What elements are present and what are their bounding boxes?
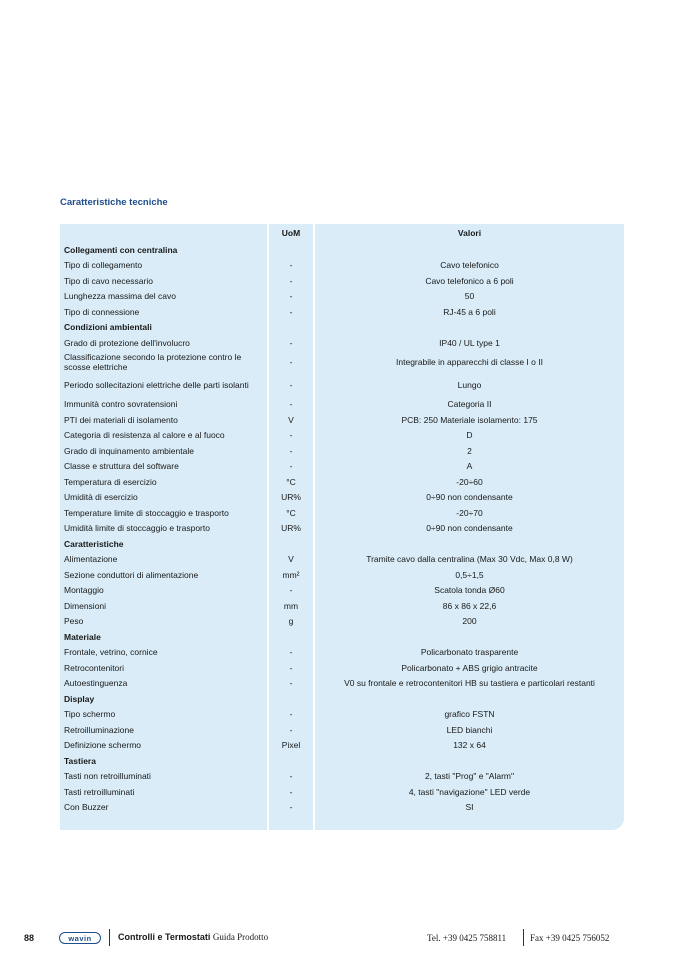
uom-cell: - [289,445,293,456]
page-footer [0,926,678,950]
value-cell: 132 x 64 [453,740,486,751]
section-label: Caratteristiche [64,538,124,549]
table-row [60,800,624,816]
header-parameter [64,224,264,242]
value-cell: Policarbonato trasparente [420,647,519,658]
uom-cell: - [289,662,293,673]
table-row [60,645,624,661]
parameter-label: Tipo schermo [64,709,116,720]
uom-cell: Pixel [281,740,301,751]
value-cell: 0÷90 non condensante [426,523,513,534]
table-row [60,490,624,506]
uom-cell: - [289,771,293,782]
uom-cell: - [289,291,293,302]
footer-brand [118,932,268,942]
uom-cell: - [289,709,293,720]
value-cell: PCB: 250 Materiale isolamento: 175 [401,414,538,425]
parameter-label: Tipo di cavo necessario [64,275,153,286]
footer-divider [523,929,524,946]
table-row [60,521,624,537]
uom-cell: UR% [281,492,301,503]
value-cell: V0 su frontale e retrocontenitori HB su tastiera e particolari restanti [344,678,595,689]
table-row [60,428,624,444]
parameter-label: Categoria di resistenza al calore e al fuoco [64,430,225,441]
table-row [60,304,624,320]
uom-cell: - [289,275,293,286]
uom-cell: UR% [281,523,301,534]
table-row [60,273,624,289]
uom-cell: mm [283,600,299,611]
value-cell: 50 [464,291,475,302]
table-section-row [60,691,624,707]
table-section-row [60,536,624,552]
parameter-label: PTI dei materiali di isolamento [64,414,178,425]
uom-cell: - [289,357,293,367]
uom-cell: - [289,647,293,658]
table-row [60,552,624,568]
footer-tel: Tel. +39 0425 758811 [427,933,507,943]
uom-cell: - [289,724,293,735]
value-cell: grafico FSTN [444,709,495,720]
page-number: 88 [24,933,35,943]
section-label: Tastiera [64,755,96,766]
value-cell: D [466,430,473,441]
parameter-label: Retrocontenitori [64,662,125,673]
brand-subtitle: Guida Prodotto [212,932,269,942]
table-row [60,351,624,374]
table-row [60,505,624,521]
parameter-label: Tasti retroilluminati [64,786,135,797]
table-row [60,443,624,459]
uom-cell: - [289,678,293,689]
table-row [60,397,624,413]
parameter-label: Umidità di esercizio [64,492,138,503]
table-row [60,474,624,490]
table-row [60,583,624,599]
uom-cell: °C [286,507,296,518]
value-cell: 4, tasti "navigazione" LED verde [408,786,531,797]
table-row [60,567,624,583]
uom-cell: g [288,616,294,627]
table-section-row [60,320,624,336]
section-label: Condizioni ambientali [64,322,152,333]
parameter-label: Retroilluminazione [64,724,134,735]
parameter-label: Definizione schermo [64,740,142,751]
header-uom: UoM [281,228,301,238]
value-cell: A [466,461,473,472]
table-row [60,707,624,723]
table-header-row [60,224,624,242]
value-cell: Lungo [457,380,482,390]
table-row [60,335,624,351]
parameter-label: Temperatura di esercizio [64,476,157,487]
section-label: Materiale [64,631,101,642]
value-cell: -20÷70 [456,507,483,518]
parameter-label: Grado di protezione dell'involucro [64,337,190,348]
uom-cell: - [289,430,293,441]
section-label: Display [64,693,95,704]
parameter-label: Grado di inquinamento ambientale [64,445,194,456]
value-cell: 86 x 86 x 22,6 [442,600,497,611]
table-row [60,459,624,475]
uom-cell: V [288,414,294,425]
table-row [60,722,624,738]
parameter-label: Autoestinguenza [64,678,128,689]
table-row [60,738,624,754]
footer-divider [109,929,110,946]
value-cell: 0,5÷1,5 [455,569,484,580]
value-cell: Policarbonato + ABS grigio antracite [401,662,538,673]
uom-cell: - [289,461,293,472]
table-row [60,676,624,692]
uom-cell: - [289,399,293,410]
footer-fax: Fax +39 0425 756052 [530,933,610,943]
parameter-label: Lunghezza massima del cavo [64,291,176,302]
value-cell: SI [465,802,474,813]
parameter-label: Sezione conduttori di alimentazione [64,569,199,580]
table-row [60,289,624,305]
parameter-label: Umidità limite di stoccaggio e trasporto [64,523,210,534]
value-cell: Scatola tonda Ø60 [434,585,505,596]
parameter-label: Temperature limite di stoccaggio e trasporto [64,507,229,518]
table-row [60,784,624,800]
table-row [60,374,624,397]
value-cell: 200 [462,616,477,627]
wavin-logo: wavin [59,932,101,944]
uom-cell: - [289,380,293,390]
parameter-label: Tipo di collegamento [64,260,143,271]
spec-table [60,224,624,830]
table-row [60,614,624,630]
section-label: Collegamenti con centralina [64,244,178,255]
uom-cell: - [289,585,293,596]
parameter-label: Tipo di connessione [64,306,140,317]
value-cell: RJ-45 a 6 poli [443,306,496,317]
uom-cell: °C [286,476,296,487]
header-values: Valori [457,228,482,238]
table-row [60,412,624,428]
uom-cell: - [289,337,293,348]
parameter-label: Montaggio [64,585,104,596]
value-cell: LED bianchi [446,724,493,735]
value-cell: Categoria II [447,399,492,410]
parameter-label: Alimentazione [64,554,118,565]
parameter-label: Tasti non retroilluminati [64,771,151,782]
table-row [60,769,624,785]
table-section-row [60,242,624,258]
parameter-label: Dimensioni [64,600,107,611]
brand-title: Controlli e Termostati [118,932,211,942]
uom-cell: mm² [282,569,300,580]
uom-cell: - [289,802,293,813]
parameter-label: Frontale, vetrino, cornice [64,647,158,658]
parameter-label: Peso [64,616,84,627]
table-section-row [60,629,624,645]
table-row [60,258,624,274]
uom-cell: - [289,786,293,797]
parameter-label: Periodo sollecitazioni elettriche delle parti isolanti [64,380,249,390]
section-title: Caratteristiche tecniche [60,197,168,208]
table-row [60,660,624,676]
value-cell: Cavo telefonico [440,260,499,271]
uom-cell: - [289,260,293,271]
table-row [60,598,624,614]
value-cell: IP40 / UL type 1 [439,337,500,348]
uom-cell: - [289,306,293,317]
value-cell: Integrabile in apparecchi di classe I o II [396,357,543,367]
parameter-label: Immunità contro sovratensioni [64,399,178,410]
parameter-label: Classificazione secondo la protezione contro le scosse elettriche [64,352,242,372]
value-cell: 0÷90 non condensante [426,492,513,503]
parameter-label: Con Buzzer [64,802,109,813]
value-cell: Cavo telefonico a 6 poli [425,275,514,286]
parameter-label: Classe e struttura del software [64,461,179,472]
value-cell: 2 [467,445,472,456]
table-section-row [60,753,624,769]
value-cell: Tramite cavo dalla centralina (Max 30 Vdc, Max 0,8 W) [366,554,573,565]
uom-cell: V [288,554,294,565]
value-cell: 2, tasti "Prog" e "Alarm" [424,771,515,782]
value-cell: -20÷60 [456,476,483,487]
